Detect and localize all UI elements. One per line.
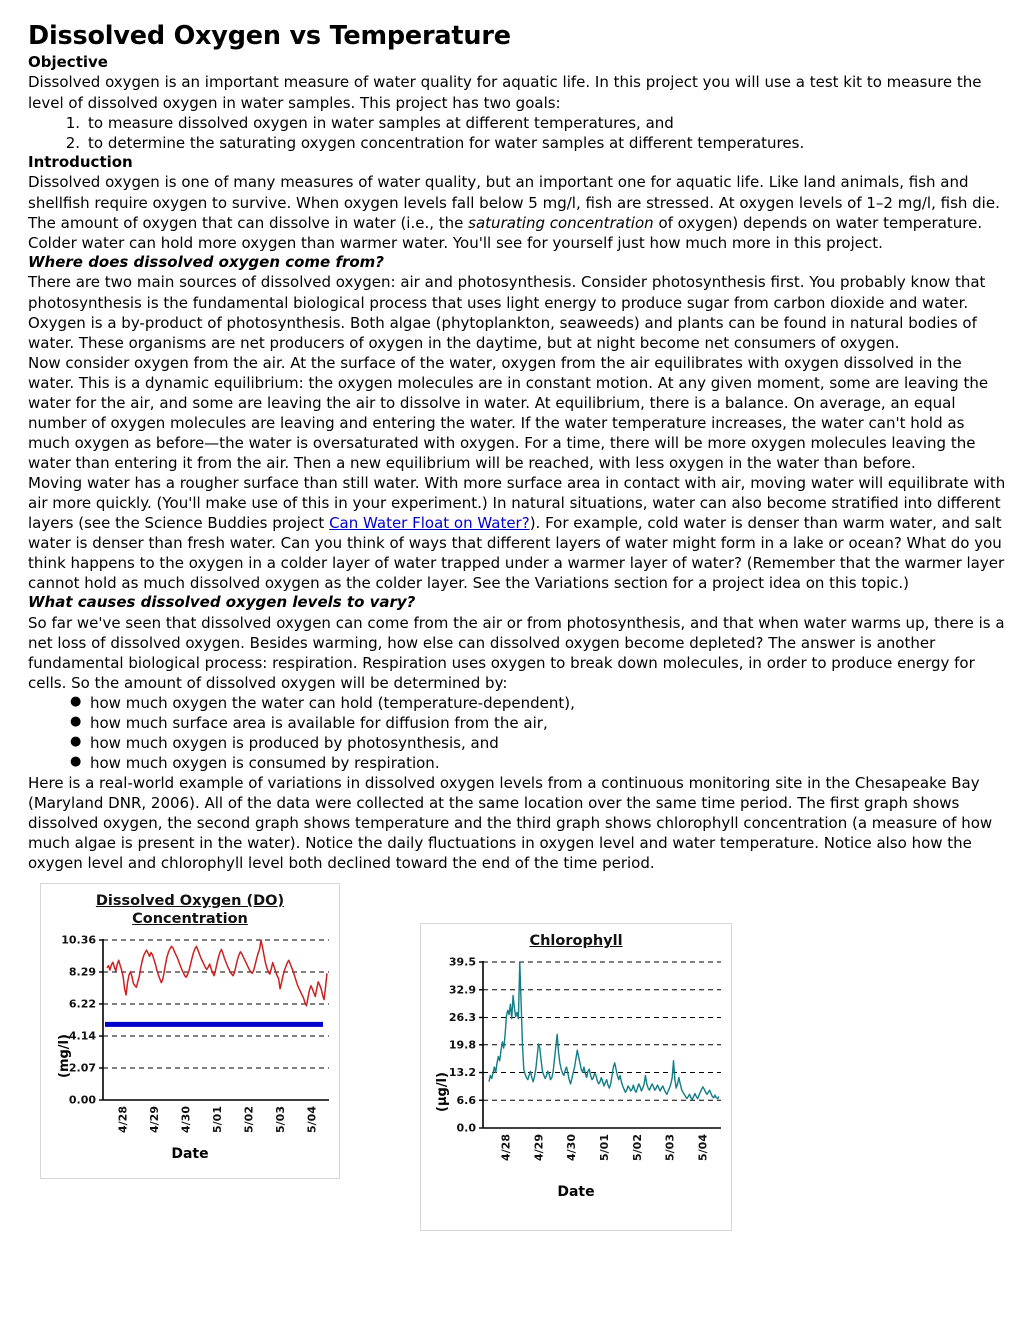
- chart-chlorophyll: [420, 923, 732, 1231]
- determinant-text: how much oxygen is consumed by respiration.: [90, 753, 440, 772]
- svg-text:5/02: 5/02: [630, 1134, 644, 1161]
- svg-text:6.22: 6.22: [68, 997, 96, 1011]
- svg-text:5/03: 5/03: [273, 1106, 287, 1134]
- determinant-text: how much oxygen is produced by photosynthesis, and: [90, 733, 499, 752]
- plot-area-chlorophyll: [421, 950, 731, 1200]
- svg-text:4/29: 4/29: [532, 1134, 546, 1161]
- plot-svg-chlorophyll: [421, 950, 731, 1186]
- plot-area-dissolved-oxygen: [41, 928, 339, 1162]
- goal-text: to determine the saturating oxygen concentration for water samples at different temperatures.: [88, 133, 805, 152]
- svg-text:5/03: 5/03: [663, 1134, 677, 1161]
- chart-dissolved-oxygen: [40, 883, 340, 1179]
- svg-text:26.3: 26.3: [448, 1011, 476, 1025]
- plot-svg-dissolved-oxygen: [41, 928, 339, 1148]
- y-axis-label-dissolved-oxygen: (mg/l): [57, 1034, 72, 1079]
- svg-text:4/29: 4/29: [148, 1106, 162, 1134]
- svg-text:5/04: 5/04: [696, 1134, 710, 1161]
- heading-what-causes-variation: What causes dissolved oxygen levels to vary?: [28, 592, 416, 611]
- determinant-text: how much oxygen the water can hold (temperature-dependent),: [90, 693, 575, 712]
- heading-objective: Objective: [28, 52, 108, 71]
- page-title: Dissolved Oxygen vs Temperature: [28, 21, 511, 51]
- svg-text:5/01: 5/01: [598, 1134, 611, 1161]
- can-water-float-on-water-link[interactable]: Can Water Float on Water?: [329, 513, 530, 532]
- svg-text:4.14: 4.14: [68, 1029, 96, 1043]
- svg-text:39.5: 39.5: [448, 955, 476, 969]
- svg-text:32.9: 32.9: [448, 983, 476, 997]
- saturating-concentration-emphasis: saturating concentration: [468, 213, 654, 232]
- bullet-icon: ●: [70, 733, 82, 749]
- svg-text:0.0: 0.0: [456, 1121, 476, 1135]
- svg-text:2.07: 2.07: [68, 1061, 96, 1075]
- svg-text:4/30: 4/30: [179, 1106, 193, 1134]
- intro-p2-part-a: The amount of oxygen that can dissolve in water (i.e., the: [28, 213, 469, 232]
- determinants-list: [28, 693, 1008, 773]
- closing-paragraph: Here is a real-world example of variations in dissolved oxygen levels from a continuous monitoring site in the Chesapeake Bay (Maryland DNR, 2006). All of the data were collected at the same location over the same time period. The first graph shows dissolved oxygen, the second graph shows temperature and the third graph shows chlorophyll concentration (a measure of how much algae is present in the water). Notice the daily fluctuations in oxygen level and water temperature. Notice also how the oxygen level and chlorophyll level both declined toward the end of the time period.: [28, 773, 993, 872]
- bullet-icon: ●: [70, 713, 82, 729]
- vary-paragraph-1: So far we've seen that dissolved oxygen can come from the air or from photosynthesis, and that when water warms up, there is a net loss of dissolved oxygen. Besides warming, how else can dissolved oxygen become depleted? The answer is another fundamental biological process: respiration. Respiration uses oxygen to break down molecules, in order to produce energy for cells. So the amount of dissolved oxygen will be determined by:: [28, 613, 1005, 692]
- list-item: [28, 713, 1008, 733]
- svg-text:5/02: 5/02: [242, 1106, 256, 1134]
- intro-paragraph-1: Dissolved oxygen is one of many measures of water quality, but an important one for aquatic life. Like land animals, fish and shellfish require oxygen to survive. When oxygen levels fall below 5 mg/l, fish are stressed. At oxygen levels of 1–2 mg/l, fish die.: [28, 173, 1000, 212]
- charts-area: [28, 883, 1008, 1263]
- list-item: [28, 753, 1008, 773]
- intro-p2-part-b: of oxygen) depends on water temperature. Colder water can hold more oxygen than warmer water. You'll see for yourself just how much more in this project.: [28, 213, 983, 252]
- svg-text:5/04: 5/04: [305, 1106, 319, 1134]
- svg-text:13.2: 13.2: [448, 1066, 476, 1080]
- svg-text:6.6: 6.6: [456, 1093, 476, 1107]
- x-axis-label-chlorophyll: Date: [557, 1184, 595, 1200]
- goal-number: 2.: [65, 133, 80, 152]
- list-item: [28, 133, 1008, 153]
- list-item: [28, 693, 1008, 713]
- x-axis-label-dissolved-oxygen: Date: [171, 1146, 209, 1163]
- where-p3-part-b: ). For example, cold water is denser than warm water, and salt water is denser than fresh water. Can you think of ways that different layers of water might form in a lake or ocean? What do you think happens to the oxygen in a colder layer of water trapped under a warmer layer of water? (Remember that the warmer layer cannot hold as much dissolved oxygen as the colder layer. See the Variations section for a project idea on this topic.): [28, 513, 1005, 592]
- chart-title-line1: Chlorophyll: [529, 932, 623, 949]
- list-item: [28, 733, 1008, 753]
- y-axis-label-chlorophyll: (µg/l): [435, 1072, 450, 1112]
- list-item: [28, 113, 1008, 133]
- where-paragraph-1: There are two main sources of dissolved oxygen: air and photosynthesis. Consider photosynthesis first. You probably know that photosynthesis is the fundamental biological process that uses light energy to produce sugar from carbon dioxide and water. Oxygen is a by-product of photosynthesis. Both algae (phytoplankton, seaweeds) and plants can be found in natural bodies of water. These organisms are net producers of oxygen in the daytime, but at night become net consumers of oxygen.: [28, 273, 986, 352]
- svg-text:19.8: 19.8: [448, 1038, 476, 1052]
- goal-text: to measure dissolved oxygen in water samples at different temperatures, and: [88, 113, 674, 132]
- svg-text:4/30: 4/30: [565, 1134, 579, 1161]
- where-paragraph-2: Now consider oxygen from the air. At the surface of the water, oxygen from the air equilibrates with oxygen dissolved in the water. This is a dynamic equilibrium: the oxygen molecules are in constant motion. At any given moment, some are leaving the water for the air, and some are leaving the air to dissolve in water. At equilibrium, there is a balance. On average, an equal number of oxygen molecules are leaving and entering the water. If the water temperature increases, the water can't hold as much oxygen as before—the water is oversaturated with oxygen. For a time, there will be more oxygen molecules leaving the water than entering it from the air. Then a new equilibrium will be reached, with less oxygen in the water than before.: [28, 353, 989, 472]
- where-paragraph-3: [28, 473, 1008, 593]
- chart-title-chlorophyll: [421, 924, 731, 950]
- bullet-icon: ●: [70, 753, 82, 769]
- svg-text:8.29: 8.29: [68, 965, 96, 979]
- heading-introduction: Introduction: [28, 152, 133, 171]
- goal-number: 1.: [65, 113, 80, 132]
- chart-title-line1: Dissolved Oxygen (DO): [95, 892, 285, 909]
- objective-paragraph: Dissolved oxygen is an important measure of water quality for aquatic life. In this project you will use a test kit to measure the level of dissolved oxygen in water samples. This project has two goals:: [28, 73, 982, 112]
- intro-paragraph-2: [28, 213, 1008, 253]
- determinant-text: how much surface area is available for diffusion from the air,: [90, 713, 548, 732]
- goals-list: [28, 113, 1008, 153]
- svg-text:4/28: 4/28: [116, 1106, 130, 1134]
- svg-text:10.36: 10.36: [61, 933, 96, 947]
- bullet-icon: ●: [70, 693, 82, 709]
- svg-text:0.00: 0.00: [68, 1093, 96, 1107]
- svg-text:5/01: 5/01: [211, 1106, 224, 1134]
- chart-title-dissolved-oxygen: [41, 884, 339, 928]
- heading-where-oxygen-comes-from: Where does dissolved oxygen come from?: [28, 252, 385, 271]
- where-p3-part-a: Moving water has a rougher surface than still water. With more surface area in contact with air, moving water will equilibrate with air more quickly. (You'll make use of this in your experiment.) In natural situations, water can also become stratified into different layers (see the Science Buddies project: [28, 473, 1006, 532]
- svg-text:4/28: 4/28: [499, 1134, 513, 1161]
- chart-title-line2: Concentration: [132, 911, 248, 927]
